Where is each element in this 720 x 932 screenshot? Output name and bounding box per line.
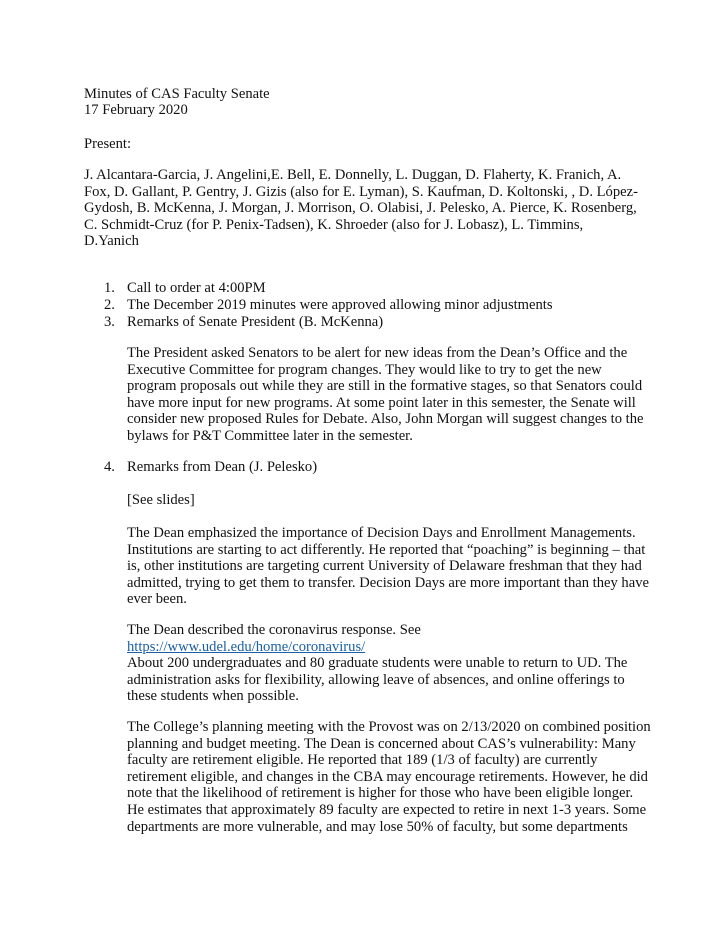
paragraph-line: program proposals out while they are still in the formative stages, so that Senators could bbox=[127, 378, 643, 395]
paragraph-line: admitted, trying to get them to transfer. Decision Days are more important than they have bbox=[127, 574, 649, 591]
attendees-line: Fox, D. Gallant, P. Gentry, J. Gizis (also for E. Lyman), S. Kaufman, D. Koltonski, , D. López- bbox=[84, 183, 638, 200]
paragraph-line: The Dean emphasized the importance of Decision Days and Enrollment Managements. bbox=[127, 525, 636, 541]
president-remarks-paragraph bbox=[127, 345, 667, 445]
paragraph-line: Institutions are starting to act differently. He reported that “poaching” is beginning – that bbox=[127, 541, 646, 558]
attendees-line: C. Schmidt-Cruz (for P. Penix-Tadsen), K. Shroeder (also for J. Lobasz), L. Timmins, bbox=[84, 216, 584, 233]
agenda-item-number: 1. bbox=[104, 280, 115, 296]
paragraph-line: have more input for new programs. At some point later in this semester, the Senate will bbox=[127, 394, 636, 411]
agenda-item bbox=[104, 459, 664, 476]
planning-meeting-paragraph bbox=[127, 719, 667, 835]
paragraph-line: The Dean described the coronavirus response. See bbox=[127, 622, 421, 638]
dean-decision-days-paragraph bbox=[127, 525, 667, 608]
paragraph-line: bylaws for P&T Committee later in the semester. bbox=[127, 427, 413, 444]
attendees-line: Gydosh, B. McKenna, J. Morgan, J. Morrison, O. Olabisi, J. Pelesko, A. Pierce, K. Rosenberg, bbox=[84, 200, 637, 217]
document-title: Minutes of CAS Faculty Senate bbox=[84, 86, 270, 102]
paragraph-line: The College’s planning meeting with the Provost was on 2/13/2020 on combined position bbox=[127, 719, 651, 735]
paragraph-line: Executive Committee for program changes. They would like to try to get the new bbox=[127, 361, 602, 378]
agenda-item-number: 4. bbox=[104, 459, 115, 475]
paragraph-line: faculty are retirement eligible. He reported that 189 (1/3 of faculty) are currently bbox=[127, 752, 598, 769]
agenda-item-text: Remarks of Senate President (B. McKenna) bbox=[127, 314, 384, 330]
agenda-item bbox=[104, 280, 664, 297]
paragraph-line: retirement eligible, and changes in the CBA may encourage retirements. However, he did bbox=[127, 768, 648, 785]
attendees-line: J. Alcantara-Garcia, J. Angelini,E. Bell, E. Donnelly, L. Duggan, D. Flaherty, K. Franich, A. bbox=[84, 167, 622, 183]
document-date: 17 February 2020 bbox=[84, 102, 188, 118]
attendees-list bbox=[84, 167, 694, 250]
paragraph-line: The President asked Senators to be alert for new ideas from the Dean’s Office and the bbox=[127, 345, 628, 361]
paragraph-line: note that the likelihood of retirement is higher for those who have been eligible longer. bbox=[127, 785, 634, 802]
paragraph-line: About 200 undergraduates and 80 graduate students were unable to return to UD. The bbox=[127, 655, 628, 672]
agenda-item-text: Remarks from Dean (J. Pelesko) bbox=[127, 459, 318, 475]
paragraph-line: departments are more vulnerable, and may lose 50% of faculty, but some departments bbox=[127, 818, 628, 835]
agenda-item bbox=[104, 297, 664, 314]
agenda-item bbox=[104, 314, 664, 331]
attendees-line: D.Yanich bbox=[84, 233, 139, 250]
paragraph-line: is, other institutions are targeting current University of Delaware freshman that they had bbox=[127, 558, 642, 575]
paragraph-line: planning and budget meeting. The Dean is concerned about CAS’s vulnerability: Many bbox=[127, 735, 636, 752]
agenda-item-text: The December 2019 minutes were approved allowing minor adjustments bbox=[127, 297, 553, 313]
see-slides-note: [See slides] bbox=[127, 492, 195, 508]
coronavirus-link[interactable]: https://www.udel.edu/home/coronavirus/ bbox=[127, 638, 366, 655]
paragraph-line: He estimates that approximately 89 faculty are expected to retire in next 1-3 years. Some bbox=[127, 801, 647, 818]
agenda-item-number: 3. bbox=[104, 314, 115, 330]
paragraph-line: consider new proposed Rules for Debate. Also, John Morgan will suggest changes to the bbox=[127, 411, 644, 428]
agenda-item-number: 2. bbox=[104, 297, 115, 313]
paragraph-line: administration asks for flexibility, allowing leave of absences, and online offerings to bbox=[127, 671, 625, 688]
present-label: Present: bbox=[84, 136, 132, 152]
paragraph-line: these students when possible. bbox=[127, 688, 299, 705]
agenda-item-text: Call to order at 4:00PM bbox=[127, 280, 266, 296]
coronavirus-paragraph bbox=[127, 622, 667, 705]
paragraph-line: ever been. bbox=[127, 591, 187, 608]
